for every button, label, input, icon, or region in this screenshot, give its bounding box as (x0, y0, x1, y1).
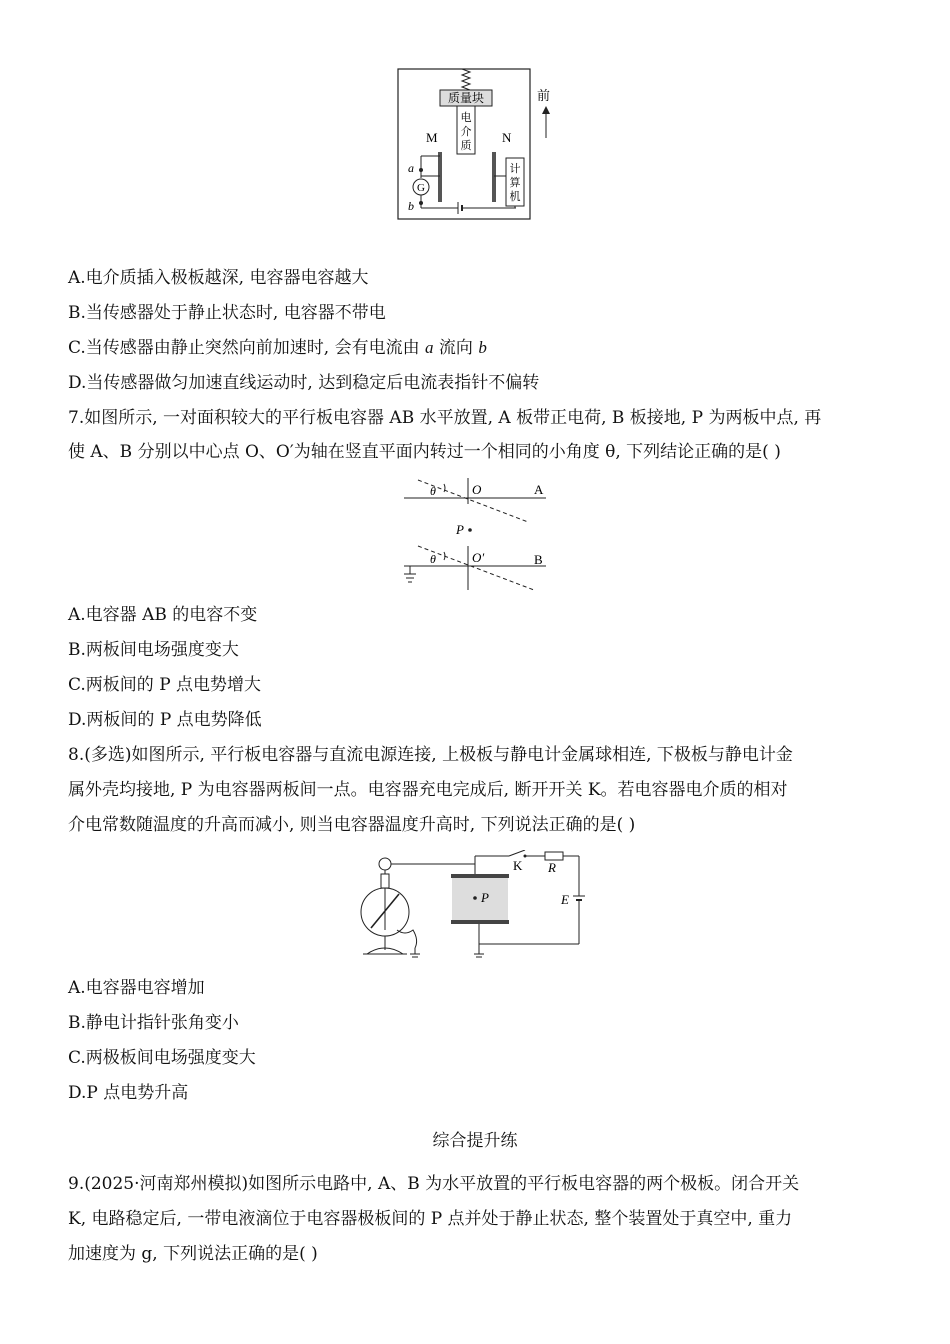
b-label: b (408, 199, 414, 213)
q7-option-b: B.两板间电场强度变大 (68, 640, 239, 660)
q6-option-c-text: C.当传感器由静止突然向前加速时, 会有电流由 (68, 338, 426, 358)
q6-option-c (68, 336, 487, 360)
q7-stem-line2: 使 A、B 分别以中心点 O、O′为轴在竖直平面内转过一个相同的小角度 θ, 下列结论正确的是( ) (68, 442, 781, 462)
mass-label: 质量块 (447, 91, 485, 105)
resistor-r-label: R (548, 860, 556, 875)
q6-var-b: b (478, 338, 487, 357)
q8-option-a: A.电容器电容增加 (68, 978, 205, 998)
q8-stem-line3: 介电常数随温度的升高而减小, 则当电容器温度升高时, 下列说法正确的是( ) (68, 815, 636, 835)
q7-stem-line1: 7.如图所示, 一对面积较大的平行板电容器 AB 水平放置, A 板带正电荷, B 板接地, P 为两板中点, 再 (68, 408, 822, 428)
p-label: P (456, 522, 464, 537)
q7-option-a: A.电容器 AB 的电容不变 (68, 605, 258, 625)
q6-option-b: B.当传感器处于静止状态时, 电容器不带电 (68, 303, 386, 323)
point-p-label: P (481, 890, 489, 905)
electrometer-circuit-diagram (355, 850, 595, 968)
section-title: 综合提升练 (432, 1131, 518, 1151)
computer-label-2: 算 (509, 176, 521, 189)
q7-option-d: D.两板间的 P 点电势降低 (68, 710, 262, 730)
computer-label-1: 计 (509, 162, 521, 175)
switch-k-label: K (513, 858, 523, 873)
theta-label-top: θ (430, 484, 436, 498)
plate-m-label: M (426, 130, 438, 145)
q8-option-c: C.两极板间电场强度变大 (68, 1048, 256, 1068)
a-label: a (408, 161, 414, 175)
q9-stem-line2: K, 电路稳定后, 一带电液滴位于电容器极板间的 P 点并处于静止状态, 整个装置处于真空中, 重力 (68, 1209, 793, 1229)
q6-option-c-mid: 流向 (433, 338, 479, 358)
q8-option-b: B.静电计指针张角变小 (68, 1013, 239, 1033)
q6-var-a: a (425, 338, 434, 357)
q8-stem-line1: 8.(多选)如图所示, 平行板电容器与直流电源连接, 上极板与静电计金属球相连, 下极板与静电计金 (68, 745, 793, 765)
sensor-diagram (390, 66, 570, 226)
q8-option-d: D.P 点电势升高 (68, 1083, 189, 1103)
dielectric-label-1: 电 (460, 111, 472, 124)
front-label: 前 (537, 89, 551, 104)
emf-e-label: E (561, 892, 569, 907)
o-prime-label: O′ (472, 550, 485, 565)
o-label: O (472, 482, 482, 497)
plate-b-label: B (534, 552, 543, 567)
theta-label-bottom: θ (430, 552, 436, 566)
q9-stem-line1: 9.(2025·河南郑州模拟)如图所示电路中, A、B 为水平放置的平行板电容器的两个极板。闭合开关 (68, 1174, 800, 1194)
q9-stem-line3: 加速度为 g, 下列说法正确的是( ) (68, 1244, 318, 1264)
computer-label-3: 机 (509, 190, 521, 203)
q6-option-d: D.当传感器做匀加速直线运动时, 达到稳定后电流表指针不偏转 (68, 373, 540, 393)
dielectric-label-3: 质 (460, 139, 472, 152)
q6-option-a: A.电介质插入极板越深, 电容器电容越大 (68, 268, 369, 288)
plates-diagram (398, 474, 558, 594)
plate-a-label: A (534, 482, 544, 497)
q7-option-c: C.两板间的 P 点电势增大 (68, 675, 262, 695)
q8-stem-line2: 属外壳均接地, P 为电容器两板间一点。电容器充电完成后, 断开开关 K。若电容器电介质的相对 (68, 780, 788, 800)
plate-n-label: N (502, 130, 512, 145)
galvanometer-label: G (417, 182, 425, 194)
dielectric-label-2: 介 (460, 125, 472, 138)
